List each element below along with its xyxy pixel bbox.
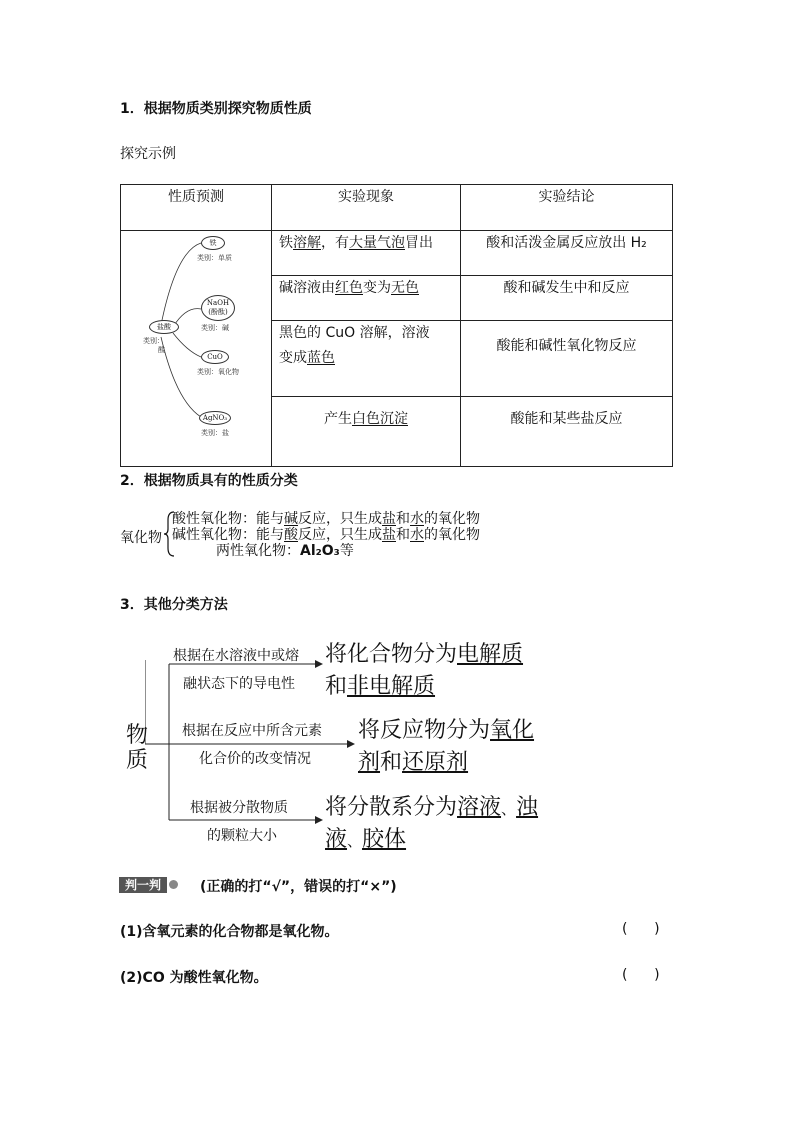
diagram-node-cuo-category: 类别：氧化物 (197, 368, 239, 376)
section-1-heading: 1．根据物质类别探究物质性质 (120, 101, 312, 117)
branch-3-basis-line-2: 的颗粒大小 (207, 828, 277, 844)
branch-1-result-line-2: 和非电解质 (325, 674, 436, 699)
oxide-item-acidic: 酸性氧化物：能与碱反应，只生成盐和水的氧化物 (172, 511, 480, 527)
diagram-node-cuo: CuO (201, 350, 229, 364)
oxide-item-amphoteric: 两性氧化物：Al₂O₃等 (216, 543, 354, 559)
judge-item-1: (1)含氧元素的化合物都是氧化物。 (120, 924, 339, 940)
section-2-heading: 2．根据物质具有的性质分类 (120, 473, 298, 489)
branch-3-result-line-2: 液、胶体 (325, 827, 407, 852)
property-table (120, 184, 673, 467)
header-prediction: 性质预测 (168, 189, 224, 205)
row-3-conclusion: 酸能和碱性氧化物反应 (496, 338, 637, 354)
row-2-phenomenon: 碱溶液由红色变为无色 (279, 280, 419, 296)
diagram-center-category: 类别： (143, 337, 164, 345)
section-3-heading: 3．其他分类方法 (120, 597, 228, 613)
oxide-item-basic: 碱性氧化物：能与酸反应，只生成盐和水的氧化物 (172, 527, 480, 543)
header-conclusion: 实验结论 (538, 189, 595, 205)
diagram-node-iron: 铁 (201, 236, 225, 250)
section-1-subheading: 探究示例 (120, 146, 176, 162)
branch-3-basis-line-1: 根据被分散物质 (190, 800, 288, 816)
row-1-phenomenon: 铁溶解，有大量气泡冒出 (279, 235, 433, 251)
judge-item-2-answer-bracket[interactable]: ( ) (622, 967, 660, 983)
header-phenomenon: 实验现象 (338, 189, 394, 205)
diagram-node-iron-category: 类别：单质 (197, 254, 232, 262)
judge-badge: 判一判 (119, 877, 167, 893)
diagram-center-node: 盐酸 (149, 320, 179, 334)
diagram-center-category-value: 酸 (158, 346, 165, 354)
judge-instruction: (正确的打“√”，错误的打“×”) (200, 879, 397, 895)
branch-2-basis-line-2: 化合价的改变情况 (199, 751, 311, 767)
row-3-phenomenon: 黑色的 CuO 溶解，溶液 变成蓝色 (279, 325, 430, 366)
row-4-phenomenon: 产生白色沉淀 (324, 411, 408, 427)
row-1-conclusion: 酸和活泼金属反应放出 H₂ (486, 235, 647, 251)
branch-3-result-line-1: 将分散系分为溶液、浊 (325, 795, 539, 820)
branch-1-basis-line-1: 根据在水溶液中或熔 (173, 648, 299, 664)
branch-2-result-line-1: 将反应物分为氧化 (358, 718, 535, 743)
row-2-conclusion: 酸和碱发生中和反应 (503, 280, 630, 296)
diagram-node-naoh: NaOH (酚酞) (201, 295, 235, 321)
oxide-root-label: 氧化物 (120, 530, 162, 546)
row-4-conclusion: 酸能和某些盐反应 (510, 411, 623, 427)
root-matter-1: 物 (126, 723, 149, 748)
diagram-node-agno3-category: 类别：盐 (201, 429, 229, 437)
branch-1-basis-line-2: 融状态下的导电性 (183, 676, 295, 692)
diagram-branches (121, 231, 271, 467)
branch-2-result-line-2: 剂和还原剂 (358, 750, 469, 775)
branch-1-result-line-1: 将化合物分为电解质 (325, 642, 524, 667)
prediction-diagram (121, 231, 271, 467)
branch-2-basis-line-1: 根据在反应中所含元素 (182, 723, 322, 739)
judge-item-1-answer-bracket[interactable]: ( ) (622, 921, 660, 937)
root-matter-2: 质 (126, 748, 149, 773)
badge-dot-icon (169, 880, 178, 889)
diagram-node-agno3: AgNO₃ (199, 411, 231, 425)
diagram-node-naoh-category: 类别：碱 (201, 324, 229, 332)
judge-item-2: (2)CO 为酸性氧化物。 (120, 970, 268, 986)
